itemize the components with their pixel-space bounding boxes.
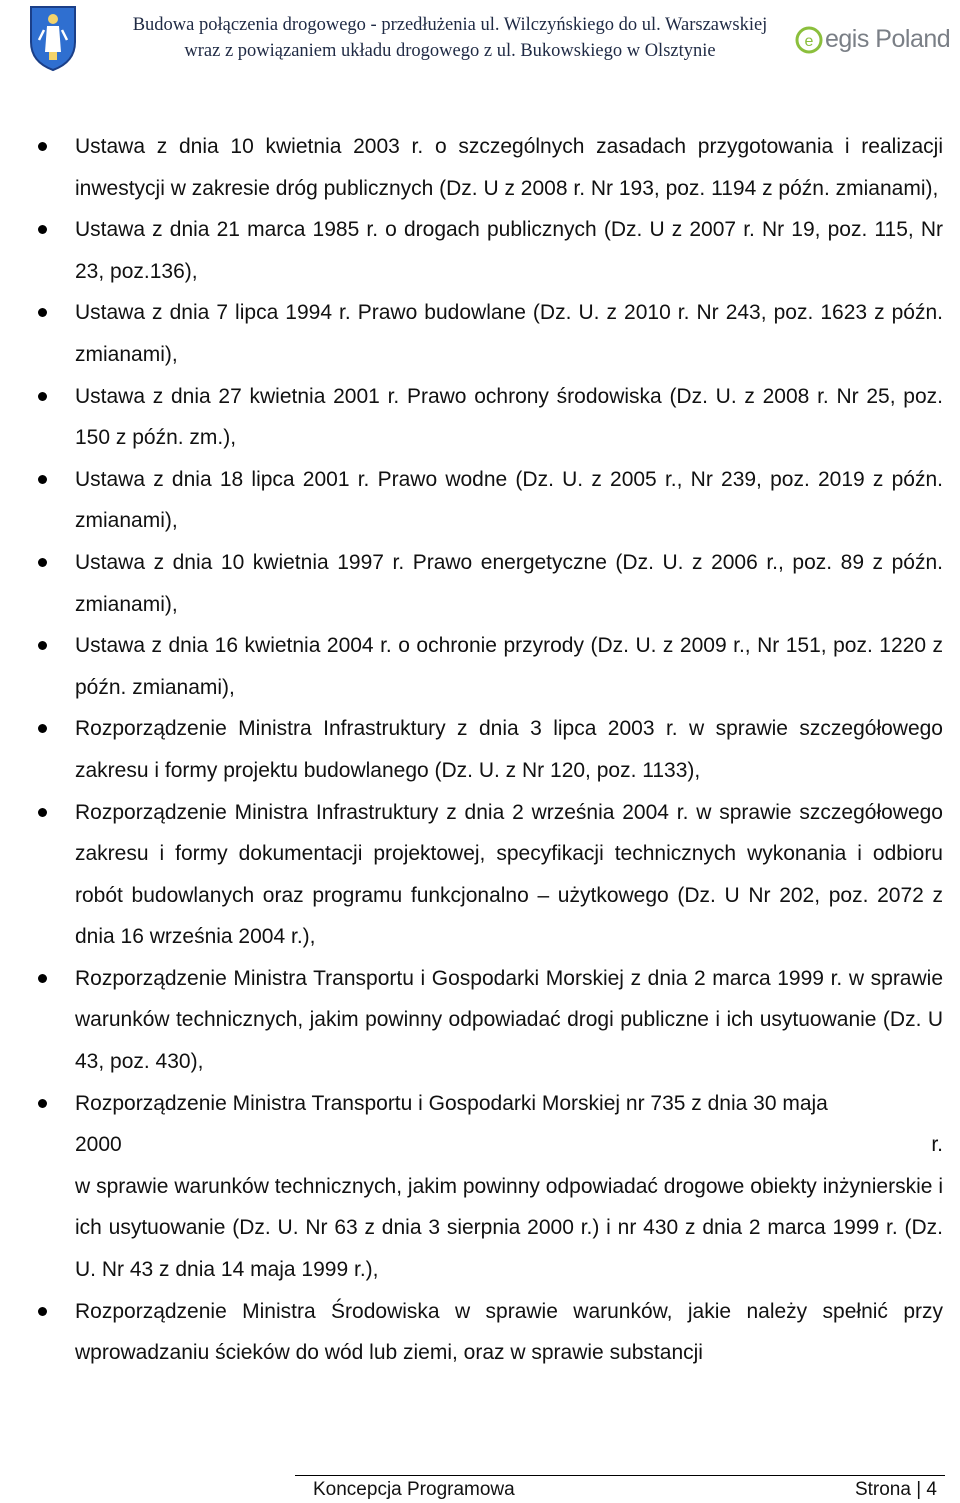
list-item <box>0 708 960 791</box>
list-item-text: Rozporządzenie Ministra Infrastruktury z dnia 3 lipca 2003 r. w sprawie szczegółowego zakresu i formy projektu budowlanego (Dz. U. z Nr 120, poz. 1133), <box>75 717 943 782</box>
document-body <box>0 126 960 1374</box>
page-footer <box>295 1475 945 1503</box>
logo-text: egis Poland <box>825 25 951 53</box>
list-item <box>0 1291 960 1374</box>
document-header-title <box>130 12 770 64</box>
list-item-year-line <box>75 1124 943 1166</box>
list-item <box>0 958 960 1083</box>
list-item-text: Ustawa z dnia 18 lipca 2001 r. Prawo wodne (Dz. U. z 2005 r., Nr 239, poz. 2019 z późn. zmianami), <box>75 467 943 533</box>
list-item-text: Rozporządzenie Ministra Transportu i Gospodarki Morskiej nr 735 z dnia 30 maja <box>75 1091 828 1115</box>
list-item-text: Ustawa z dnia 27 kwietnia 2001 r. Prawo ochrony środowiska (Dz. U. z 2008 r. Nr 25, poz. 150 z późn. zm.), <box>75 384 943 450</box>
list-item-text: Rozporządzenie Ministra Infrastruktury z dnia 2 września 2004 r. w sprawie szczegółowego zakresu i formy dokumentacji projektowej, specyfikacji technicznych wykonania i odbioru robót budowlanych oraz programu funkcjonalno – użytkowego (Dz. U Nr 202, poz. 2072 z dnia 16 września 2004 r.), <box>75 800 943 949</box>
list-item-year-suffix: r. <box>931 1133 943 1157</box>
egis-e-icon <box>795 26 823 54</box>
header-title-line-2: wraz z powiązaniem układu drogowego z ul. Bukowskiego w Olsztynie <box>184 41 716 61</box>
list-item-text: Ustawa z dnia 21 marca 1985 r. o drogach publicznych (Dz. U z 2007 r. Nr 19, poz. 115, Nr 23, poz.136), <box>75 218 943 283</box>
list-item-year: 2000 <box>75 1133 122 1157</box>
list-item <box>0 792 960 958</box>
page-header <box>0 0 960 84</box>
egis-poland-logo <box>795 22 955 56</box>
header-title-line-1: Budowa połączenia drogowego - przedłużenia ul. Wilczyńskiego do ul. Warszawskiej <box>132 15 768 35</box>
list-item <box>0 126 960 209</box>
list-item <box>0 292 960 375</box>
page-number: Strona | 4 <box>854 1479 937 1500</box>
list-item-text: Ustawa z dnia 16 kwietnia 2004 r. o ochronie przyrody (Dz. U. z 2009 r., Nr 151, poz. 1220 z późn. zmianami), <box>75 634 943 699</box>
list-item-text: Ustawa z dnia 10 kwietnia 2003 r. o szczególnych zasadach przygotowania i realizacji inwestycji w zakresie dróg publicznych (Dz. U z 2008 r. Nr 193, poz. 1194 z późn. zmianami), <box>75 135 943 200</box>
list-item-continuation: w sprawie warunków technicznych, jakim powinny odpowiadać drogowe obiekty inżynierskie i ich usytuowanie (Dz. U. Nr 63 z dnia 3 sierpnia 2000 r.) i nr 430 z dnia 2 marca 1999 r. (Dz. U. Nr 43 z dnia 14 maja 1999 r.), <box>75 1174 943 1282</box>
list-item <box>0 625 960 708</box>
logo-e-letter: e <box>804 33 814 50</box>
list-item <box>0 542 960 625</box>
list-item <box>0 376 960 459</box>
list-item <box>0 209 960 292</box>
list-item-text: Rozporządzenie Ministra Środowiska w sprawie warunków, jakie należy spełnić przy wprowadzaniu ścieków do wód lub ziemi, oraz w sprawie substancji <box>75 1299 943 1365</box>
legal-acts-list <box>0 126 960 1374</box>
list-item-text: Ustawa z dnia 10 kwietnia 1997 r. Prawo energetyczne (Dz. U. z 2006 r., poz. 89 z późn. zmianami), <box>75 550 943 616</box>
olsztyn-coat-of-arms-icon <box>28 4 78 72</box>
list-item-text: Ustawa z dnia 7 lipca 1994 r. Prawo budowlane (Dz. U. z 2010 r. Nr 243, poz. 1623 z późn. zmianami), <box>75 301 943 366</box>
list-item <box>0 1083 960 1291</box>
list-item-text: Rozporządzenie Ministra Transportu i Gospodarki Morskiej z dnia 2 marca 1999 r. w sprawie warunków technicznych, jakim powinny odpowiadać drogi publiczne i ich usytuowanie (Dz. U 43, poz. 430), <box>75 966 943 1074</box>
footer-title: Koncepcja Programowa <box>313 1479 515 1500</box>
list-item <box>0 459 960 542</box>
